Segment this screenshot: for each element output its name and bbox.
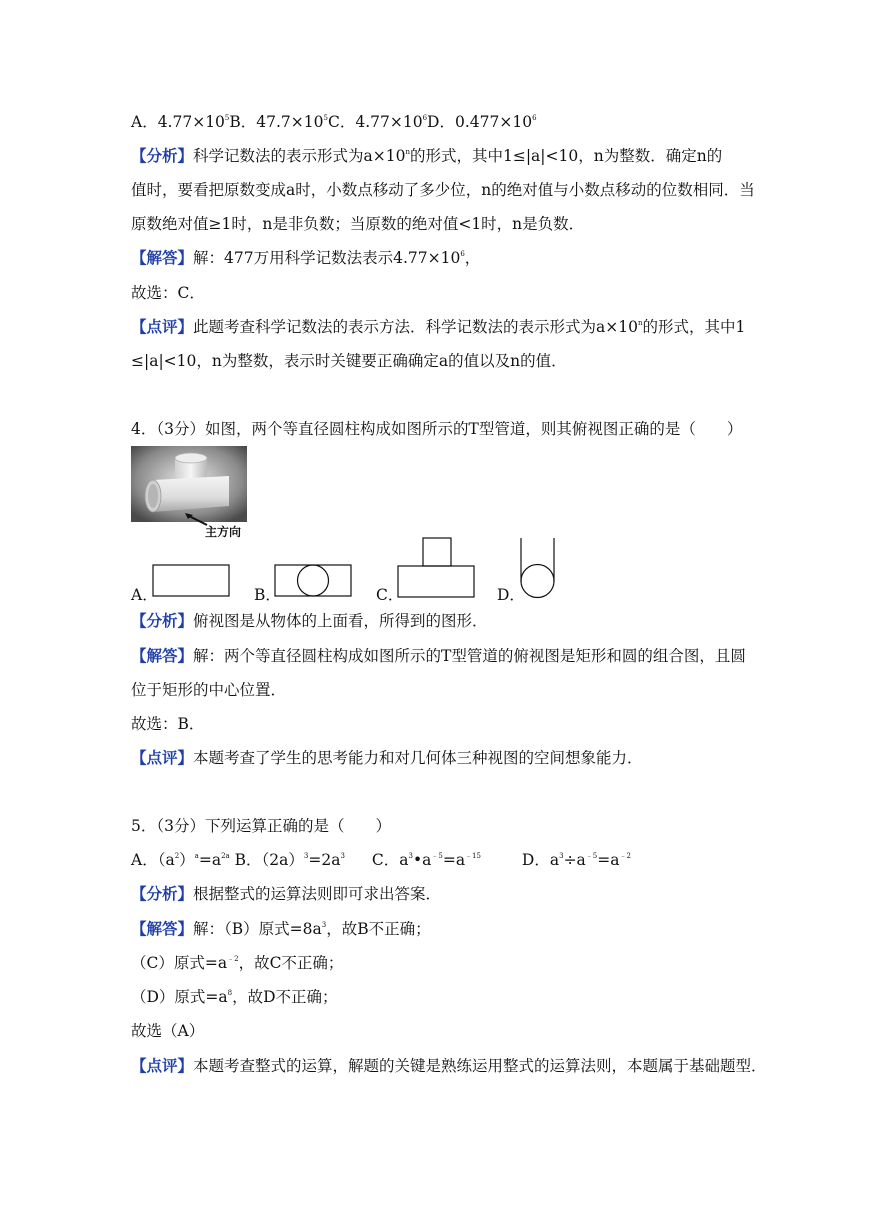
q4-answer: 故选：B．: [131, 715, 205, 733]
exponent: 3: [408, 852, 413, 860]
solution-text: 解：477万用科学记数法表示4.77×10: [193, 249, 461, 267]
q5-analysis: [131, 884, 738, 904]
comment-label: 【点评】: [131, 1056, 194, 1075]
text: =a: [198, 851, 222, 869]
solution-text: （D）原式=a: [131, 988, 228, 1006]
analysis-label: 【分析】: [131, 884, 194, 903]
solution-text: （C）原式=a: [131, 954, 228, 972]
q5-solution-c: [131, 953, 738, 973]
exponent: 2: [174, 852, 180, 860]
q5-stem: 5．（3分）下列运算正确的是（ ）: [131, 817, 391, 835]
analysis-label: 【分析】: [131, 611, 194, 630]
solution-label: 【解答】: [131, 646, 194, 665]
exponent: a: [194, 852, 199, 860]
q5-option-d: [522, 851, 631, 869]
q3-options: [131, 112, 738, 132]
comment-label: 【点评】: [131, 317, 194, 336]
q4-option-b-label: B．: [254, 586, 281, 604]
text: D．a: [521, 851, 560, 869]
rectangle: [398, 566, 474, 597]
solution-label: 【解答】: [131, 248, 194, 267]
exponent: 6: [460, 250, 465, 258]
text: =a: [597, 851, 620, 869]
q3-solution: [131, 248, 738, 268]
solution-text: ，: [464, 249, 481, 267]
q4-option-d-figure: [518, 537, 558, 601]
t-pipe-photo: [131, 446, 247, 540]
q5-options: [131, 850, 738, 870]
small-square: [423, 538, 451, 566]
q4-option-a-label: A．: [131, 586, 158, 604]
solution-text: ，故D不正确；: [232, 988, 338, 1006]
q4-option-a-figure: [152, 564, 232, 598]
comment-text: 本题考查了学生的思考能力和对几何体三种视图的空间想象能力．: [193, 749, 643, 767]
exponent: 3: [559, 852, 564, 860]
horizontal-pipe: [153, 476, 229, 512]
exponent: 8: [227, 989, 233, 997]
exponent: ﹣5: [431, 852, 443, 860]
exponent: 6: [532, 114, 537, 122]
q4-analysis: [131, 611, 738, 631]
analysis-text: 的形式，其中1≤|a|<10，n为整数．确定n的: [409, 147, 723, 165]
q3-analysis-line3: 原数绝对值≥1时，n是非负数；当原数的绝对值<1时，n是负数．: [131, 215, 585, 233]
q4-solution: [131, 646, 746, 666]
vertical-pipe-top: [175, 453, 207, 463]
analysis-text: 科学记数法的表示形式为a×10: [193, 147, 406, 165]
text: =a: [442, 851, 466, 869]
q3-analysis: [131, 146, 738, 166]
q4-option-c-figure: [397, 537, 477, 599]
q5-option-a: [131, 851, 230, 869]
q5-solution-d: [131, 987, 738, 1007]
q3-option-c: C．4.77×10: [327, 113, 423, 131]
exponent: 5: [224, 114, 230, 122]
solution-text: 解：（B）原式=8a: [193, 920, 322, 938]
exponent: n: [637, 319, 643, 327]
text: =2a: [308, 851, 341, 869]
q4-solution-line2: 位于矩形的中心位置．: [131, 681, 287, 699]
exponent: ﹣15: [465, 852, 481, 860]
exponent: 3: [303, 852, 309, 860]
q3-option-d: D．0.477×10: [427, 113, 533, 131]
q3-comment-line2: ≤|a|<10，n为整数，表示时关键要正确确定a的值以及n的值．: [131, 352, 567, 370]
exponent: 5: [323, 114, 328, 122]
text: ）: [179, 851, 195, 869]
q3-analysis-line2: 值时，要看把原数变成a时，小数点移动了多少位，n的绝对值与小数点移动的位数相同．当: [131, 181, 755, 199]
rectangle: [153, 565, 229, 596]
exponent: ﹣2: [619, 852, 631, 860]
analysis-text: 俯视图是从物体的上面看，所得到的图形．: [193, 612, 488, 630]
text: A．（a: [131, 851, 175, 869]
solution-text: 解：两个等直径圆柱构成如图所示的T型管道的俯视图是矩形和圆的组合图，且圆: [193, 647, 746, 665]
comment-label: 【点评】: [131, 748, 194, 767]
comment-text: 本题考查整式的运算，解题的关键是熟练运用整式的运算法则，本题属于基础题型．: [193, 1057, 767, 1075]
comment-text: 此题考查科学记数法的表示方法．科学记数法的表示形式为a×10: [193, 318, 638, 336]
q3-answer: 故选：C．: [131, 284, 205, 302]
horizontal-pipe-opening: [148, 484, 158, 508]
comment-text: 的形式，其中1: [642, 318, 746, 336]
q5-solution: [131, 919, 738, 939]
q3-option-b: B．47.7×10: [229, 113, 324, 131]
exponent: ﹣5: [585, 852, 598, 860]
q3-comment: [131, 317, 746, 337]
text: •a: [412, 851, 432, 869]
circle: [521, 565, 554, 598]
q4-comment: [131, 748, 738, 768]
exponent: ﹣2: [227, 955, 239, 963]
circle: [298, 565, 329, 596]
analysis-text: 根据整式的运算法则即可求出答案．: [193, 885, 442, 903]
exponent: 2a: [221, 852, 230, 860]
exponent: 3: [340, 852, 345, 860]
q5-comment: [131, 1056, 767, 1076]
exponent: 3: [321, 921, 327, 929]
solution-text: ，故B不正确；: [326, 920, 431, 938]
q4-option-c-label: C．: [376, 586, 404, 604]
q4-stem: 4．（3分）如图，两个等直径圆柱构成如图所示的T型管道，则其俯视图正确的是（ ）: [131, 420, 743, 438]
q5-option-c: [372, 851, 481, 869]
q5-answer: 故选（A）: [131, 1022, 205, 1040]
q5-option-b: [235, 851, 345, 869]
q3-option-a: A．4.77×10: [131, 113, 225, 131]
solution-label: 【解答】: [131, 919, 194, 938]
q4-option-b-figure: [274, 564, 354, 598]
exponent: n: [405, 148, 410, 156]
text: C．a: [371, 851, 409, 869]
text: B．（2a）: [234, 851, 304, 869]
q4-option-d-label: D．: [497, 586, 525, 604]
text: ÷a: [563, 851, 586, 869]
exponent: 6: [422, 114, 428, 122]
solution-text: ，故C不正确；: [238, 954, 344, 972]
analysis-label: 【分析】: [131, 146, 194, 165]
rectangle: [275, 565, 351, 596]
photo-caption: 主方向: [205, 525, 242, 539]
